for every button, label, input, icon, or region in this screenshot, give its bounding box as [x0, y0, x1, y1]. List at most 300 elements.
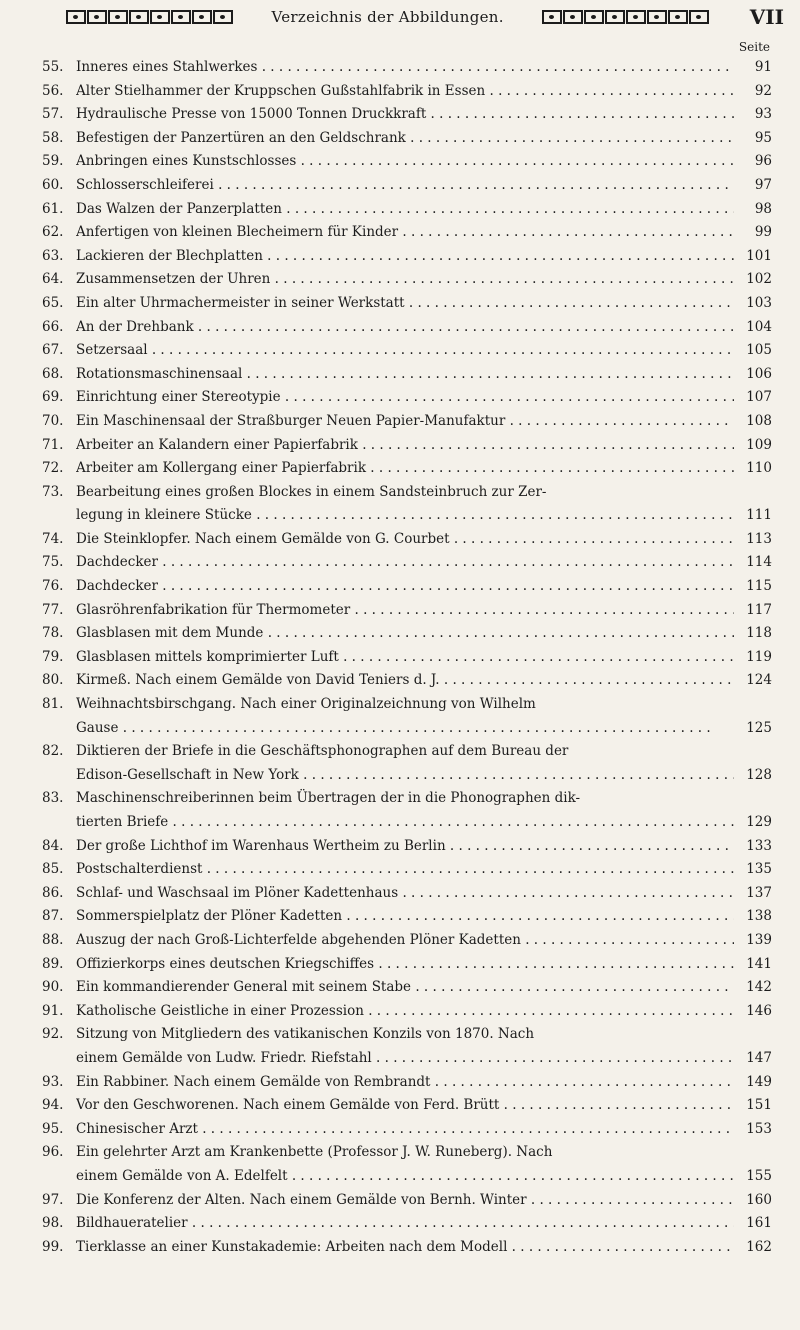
- toc-entry: [42, 740, 772, 787]
- entry-page: 162: [746, 1238, 772, 1255]
- entry-page: 138: [746, 908, 772, 925]
- dot-leader: [398, 224, 734, 240]
- entry-page: 161: [746, 1215, 772, 1232]
- entry-page: 155: [746, 1167, 772, 1184]
- dot-leader: [282, 201, 734, 217]
- entry-title: [76, 1071, 734, 1095]
- entry-title-text: Ein Maschinensaal der Straßburger Neuen Papier-Manufaktur: [76, 412, 506, 429]
- entry-title: [76, 787, 734, 834]
- entry-title-text: Lackieren der Blechplatten: [76, 247, 263, 264]
- entry-title-line: [76, 1047, 734, 1071]
- entry-title-text: Anbringen eines Kunstschlosses: [76, 153, 297, 170]
- entry-number: 76.: [42, 578, 64, 595]
- entry-title-text: Vor den Geschworenen. Nach einem Gemälde von Ferd. Brütt: [76, 1097, 500, 1114]
- entry-title-line: Weihnachtsbirschgang. Nach einer Originalzeichnung von Wilhelm: [76, 696, 536, 713]
- entry-page: 113: [746, 530, 772, 547]
- toc-entry: [42, 669, 772, 693]
- entry-title: [76, 1000, 734, 1024]
- entry-title: [76, 127, 734, 151]
- dot-leader: [281, 389, 734, 405]
- toc-entry: [42, 103, 772, 127]
- entry-title-line: [76, 504, 734, 528]
- entry-number: 99.: [42, 1238, 64, 1255]
- entry-title-text: Edison-Gesellschaft in New York: [76, 766, 299, 783]
- entry-title: [76, 245, 734, 269]
- entry-title-line: Diktieren der Briefe in die Geschäftsphonographen auf dem Bureau der: [76, 743, 569, 760]
- entry-page: 109: [746, 436, 772, 453]
- toc-entry: [42, 481, 772, 528]
- entry-number: 84.: [42, 837, 64, 854]
- entry-number: 67.: [42, 342, 64, 359]
- toc-entry: [42, 127, 772, 151]
- entry-number: 65.: [42, 294, 64, 311]
- entry-number: 95.: [42, 1120, 64, 1137]
- entry-page: 95: [754, 129, 772, 146]
- toc-entry: [42, 1094, 772, 1118]
- entry-number: 89.: [42, 955, 64, 972]
- entry-number: 91.: [42, 1002, 64, 1019]
- entry-title: [76, 528, 734, 552]
- entry-title-text: Ein alter Uhrmachermeister in seiner Werkstatt: [76, 294, 405, 311]
- toc-entry: [42, 1141, 772, 1188]
- dot-leader: [450, 531, 734, 547]
- ornament-box-icon: [584, 10, 604, 24]
- toc-entry: [42, 1118, 772, 1142]
- entry-number: 90.: [42, 979, 64, 996]
- toc-entry: [42, 929, 772, 953]
- entry-page: 153: [746, 1120, 772, 1137]
- toc-entry: [42, 1071, 772, 1095]
- entry-number: 87.: [42, 908, 64, 925]
- entry-page: 92: [754, 82, 772, 99]
- entry-title: [76, 150, 734, 174]
- running-title: Verzeichnis der Abbildungen.: [271, 8, 504, 26]
- entry-page: 135: [746, 861, 772, 878]
- toc-entry: [42, 646, 772, 670]
- entry-number: 57.: [42, 106, 64, 123]
- table-of-contents: [42, 56, 772, 1259]
- page-number: VII: [749, 5, 784, 29]
- dot-leader: [263, 625, 734, 641]
- entry-page: 133: [746, 837, 772, 854]
- entry-title: [76, 1141, 734, 1188]
- entry-title-text: Arbeiter an Kalandern einer Papierfabrik: [76, 436, 358, 453]
- entry-title-line: Ein gelehrter Arzt am Krankenbette (Professor J. W. Runeberg). Nach: [76, 1144, 553, 1161]
- dot-leader: [194, 319, 734, 335]
- ornament-box-icon: [150, 10, 170, 24]
- toc-entry: [42, 150, 772, 174]
- dot-leader: [366, 460, 734, 476]
- entry-number: 68.: [42, 365, 64, 382]
- entry-page: 119: [746, 648, 772, 665]
- entry-title: [76, 174, 734, 198]
- entry-page: 160: [746, 1191, 772, 1208]
- entry-title: [76, 56, 734, 80]
- entry-title: [76, 599, 734, 623]
- entry-title: [76, 622, 734, 646]
- toc-entry: [42, 174, 772, 198]
- entry-page: 104: [746, 318, 772, 335]
- entry-title: [76, 929, 734, 953]
- toc-entry: [42, 198, 772, 222]
- dot-leader: [242, 366, 734, 382]
- dot-leader: [168, 814, 734, 830]
- toc-entry: [42, 386, 772, 410]
- toc-entry: [42, 80, 772, 104]
- entry-page: 96: [754, 153, 772, 170]
- dot-leader: [411, 979, 734, 995]
- entry-title-text: Dachdecker: [76, 554, 158, 571]
- entry-page: 151: [746, 1097, 772, 1114]
- entry-title-text: Schlaf- und Waschsaal im Plöner Kadettenhaus: [76, 884, 399, 901]
- entry-number: 69.: [42, 389, 64, 406]
- entry-title: [76, 976, 734, 1000]
- entry-title-text: Katholische Geistliche in einer Prozession: [76, 1002, 364, 1019]
- entry-title-text: Befestigen der Panzertüren an den Geldschrank: [76, 129, 406, 146]
- entry-number: 72.: [42, 460, 64, 477]
- entry-number: 78.: [42, 625, 64, 642]
- entry-number: 62.: [42, 224, 64, 241]
- entry-page: 124: [746, 672, 772, 689]
- toc-entry: [42, 410, 772, 434]
- dot-leader: [202, 861, 734, 877]
- toc-entry: [42, 434, 772, 458]
- entry-title: [76, 953, 734, 977]
- entry-title: [76, 669, 734, 693]
- entry-page: 91: [754, 59, 772, 75]
- entry-number: 88.: [42, 931, 64, 948]
- entry-title: [76, 1023, 734, 1070]
- entry-title-text: einem Gemälde von A. Edelfelt: [76, 1167, 288, 1184]
- entry-title-line: [76, 717, 734, 741]
- entry-number: 70.: [42, 412, 64, 429]
- entry-title: [76, 646, 734, 670]
- ornament-box-icon: [171, 10, 191, 24]
- entry-title-text: Postschalterdienst: [76, 861, 203, 878]
- entry-title: [76, 1212, 734, 1236]
- dot-leader: [374, 956, 734, 972]
- dot-leader: [440, 672, 734, 688]
- dot-leader: [507, 1239, 734, 1255]
- toc-entry: [42, 528, 772, 552]
- entry-title-text: Auszug der nach Groß-Lichterfelde abgehenden Plöner Kadetten: [76, 931, 521, 948]
- entry-title-text: Dachdecker: [76, 578, 158, 595]
- dot-leader: [426, 106, 734, 122]
- entry-page: 99: [754, 224, 772, 241]
- entry-title-text: Inneres eines Stahlwerkes: [76, 59, 258, 75]
- toc-entry: [42, 575, 772, 599]
- dot-leader: [148, 342, 734, 358]
- toc-entry: [42, 551, 772, 575]
- dot-leader: [372, 1050, 734, 1066]
- dot-leader: [198, 1121, 734, 1137]
- entry-title-text: Die Konferenz der Alten. Nach einem Gemälde von Bernh. Winter: [76, 1191, 527, 1208]
- entry-title-text: Rotationsmaschinensaal: [76, 365, 243, 382]
- dot-leader: [299, 767, 734, 783]
- ornament-box-icon: [542, 10, 562, 24]
- entry-number: 63.: [42, 247, 64, 264]
- toc-entry: [42, 835, 772, 859]
- entry-title: [76, 316, 734, 340]
- entry-number: 98.: [42, 1215, 64, 1232]
- entry-title: [76, 410, 734, 434]
- entry-title: [76, 693, 734, 740]
- ornament-box-icon: [192, 10, 212, 24]
- toc-entry: [42, 1023, 772, 1070]
- ornament-box-icon: [605, 10, 625, 24]
- dot-leader: [505, 413, 734, 429]
- toc-entry: [42, 363, 772, 387]
- toc-entry: [42, 268, 772, 292]
- entry-number: 59.: [42, 153, 64, 170]
- entry-page: 142: [746, 979, 772, 996]
- ornament-box-icon: [66, 10, 86, 24]
- entry-number: 80.: [42, 672, 64, 689]
- entry-page: 108: [746, 412, 772, 429]
- toc-entry: [42, 245, 772, 269]
- entry-title: [76, 905, 734, 929]
- toc-entry: [42, 339, 772, 363]
- entry-title-text: Die Steinklopfer. Nach einem Gemälde von G. Courbet: [76, 530, 450, 547]
- entry-title-text: Der große Lichthof im Warenhaus Wertheim zu Berlin: [76, 837, 446, 854]
- toc-entry: [42, 221, 772, 245]
- entry-title-line: [76, 1165, 734, 1189]
- entry-title: [76, 339, 734, 363]
- entry-title-text: Ein kommandierender General mit seinem Stabe: [76, 979, 412, 996]
- entry-page: 128: [746, 766, 772, 783]
- entry-title-line: [76, 764, 734, 788]
- entry-title: [76, 882, 734, 906]
- entry-title: [76, 363, 734, 387]
- dot-leader: [430, 1074, 734, 1090]
- entry-page: 147: [746, 1049, 772, 1066]
- dot-leader: [252, 507, 734, 523]
- entry-title-text: Alter Stielhammer der Kruppschen Gußstahlfabrik in Essen: [76, 82, 486, 99]
- entry-title: [76, 1094, 734, 1118]
- entry-number: 94.: [42, 1097, 64, 1114]
- entry-title: [76, 858, 734, 882]
- toc-entry: [42, 56, 772, 80]
- entry-title-line: Sitzung von Mitgliedern des vatikanischen Konzils von 1870. Nach: [76, 1026, 535, 1043]
- ornament-box-icon: [647, 10, 667, 24]
- entry-page: 93: [754, 106, 772, 123]
- dot-leader: [521, 932, 734, 948]
- entry-number: 86.: [42, 884, 64, 901]
- entry-page: 118: [746, 625, 772, 642]
- entry-number: 83.: [42, 790, 64, 807]
- dot-leader: [446, 838, 734, 854]
- ornament-box-icon: [668, 10, 688, 24]
- dot-leader: [270, 271, 734, 287]
- dot-leader: [263, 248, 734, 264]
- entry-number: 71.: [42, 436, 64, 453]
- toc-entry: [42, 882, 772, 906]
- entry-title-text: Glasblasen mit dem Munde: [76, 625, 264, 642]
- entry-title-text: tierten Briefe: [76, 814, 169, 830]
- toc-entry: [42, 905, 772, 929]
- entry-title: [76, 1189, 734, 1213]
- toc-entry: [42, 1189, 772, 1213]
- dot-leader: [288, 1168, 734, 1184]
- toc-entry: [42, 953, 772, 977]
- entry-number: 64.: [42, 271, 64, 288]
- entry-title-text: legung in kleinere Stücke: [76, 507, 252, 524]
- entry-title: [76, 1118, 734, 1142]
- entry-page: 137: [746, 884, 772, 901]
- entry-number: 66.: [42, 318, 64, 335]
- entry-page: 125: [746, 719, 772, 736]
- entry-title: [76, 575, 734, 599]
- entry-title: [76, 434, 734, 458]
- ornament-box-icon: [87, 10, 107, 24]
- entry-title-text: einem Gemälde von Ludw. Friedr. Riefstahl: [76, 1049, 372, 1066]
- right-ornament: [542, 10, 709, 24]
- ornament-box-icon: [108, 10, 128, 24]
- entry-number: 75.: [42, 554, 64, 571]
- entry-title-text: Einrichtung einer Stereotypie: [76, 389, 281, 406]
- entry-title-text: Zusammensetzen der Uhren: [76, 271, 271, 288]
- dot-leader: [398, 885, 734, 901]
- entry-title: [76, 457, 734, 481]
- toc-entry: [42, 292, 772, 316]
- entry-page: 111: [746, 507, 772, 524]
- entry-title-text: An der Drehbank: [76, 318, 194, 335]
- entry-number: 77.: [42, 601, 64, 618]
- toc-entry: [42, 858, 772, 882]
- entry-title-text: Setzersaal: [76, 342, 148, 359]
- toc-entry: [42, 787, 772, 834]
- entry-number: 73.: [42, 483, 64, 500]
- entry-number: 79.: [42, 648, 64, 665]
- entry-page: 98: [754, 200, 772, 217]
- entry-page: 101: [746, 247, 772, 264]
- entry-number: 81.: [42, 696, 64, 713]
- entry-number: 60.: [42, 176, 64, 193]
- entry-page: 149: [746, 1073, 772, 1090]
- column-label-seite: Seite: [738, 40, 770, 54]
- entry-title-text: Tierklasse an einer Kunstakademie: Arbeiten nach dem Modell: [76, 1238, 508, 1255]
- dot-leader: [158, 578, 734, 594]
- entry-title-text: Arbeiter am Kollergang einer Papierfabrik: [76, 460, 366, 477]
- entry-page: 114: [746, 554, 772, 571]
- entry-title-text: Anfertigen von kleinen Blecheimern für Kinder: [76, 224, 399, 241]
- entry-page: 146: [746, 1002, 772, 1019]
- entry-page: 105: [746, 342, 772, 359]
- entry-page: 139: [746, 931, 772, 948]
- entry-page: 115: [746, 578, 772, 595]
- entry-title-text: Offizierkorps eines deutschen Kriegschiffes: [76, 955, 375, 972]
- entry-title: [76, 835, 734, 859]
- dot-leader: [527, 1192, 734, 1208]
- entry-page: 103: [746, 294, 772, 311]
- entry-title: [76, 292, 734, 316]
- entry-page: 110: [746, 460, 772, 477]
- dot-leader: [364, 1003, 734, 1019]
- dot-leader: [499, 1097, 734, 1113]
- ornament-box-icon: [689, 10, 709, 24]
- entry-title: [76, 386, 734, 410]
- entry-title: [76, 268, 734, 292]
- entry-number: 61.: [42, 200, 64, 217]
- entry-title: [76, 551, 734, 575]
- left-ornament: [66, 10, 233, 24]
- entry-title-text: Bildhaueratelier: [76, 1215, 188, 1232]
- entry-title: [76, 740, 734, 787]
- dot-leader: [485, 83, 734, 99]
- dot-leader: [188, 1215, 734, 1231]
- entry-number: 56.: [42, 82, 64, 99]
- entry-number: 85.: [42, 861, 64, 878]
- entry-title-line: Bearbeitung eines großen Blockes in einem Sandsteinbruch zur Zer-: [76, 483, 547, 500]
- entry-title-line: Maschinenschreiberinnen beim Übertragen der in die Phonographen dik-: [76, 790, 581, 807]
- entry-page: 141: [746, 955, 772, 972]
- ornament-box-icon: [626, 10, 646, 24]
- entry-title-text: Ein Rabbiner. Nach einem Gemälde von Rembrandt: [76, 1073, 431, 1090]
- entry-title: [76, 103, 734, 127]
- page-header: [66, 4, 784, 30]
- dot-leader: [406, 130, 734, 146]
- entry-number: 55.: [42, 59, 64, 75]
- ornament-box-icon: [213, 10, 233, 24]
- dot-leader: [158, 554, 734, 570]
- dot-leader: [296, 153, 734, 169]
- dot-leader: [118, 720, 710, 736]
- entry-title-text: Chinesischer Arzt: [76, 1120, 198, 1137]
- entry-number: 96.: [42, 1144, 64, 1161]
- entry-page: 97: [754, 176, 772, 193]
- dot-leader: [257, 59, 734, 75]
- dot-leader: [405, 295, 734, 311]
- dot-leader: [342, 908, 734, 924]
- toc-entry: [42, 1212, 772, 1236]
- dot-leader: [358, 437, 734, 453]
- toc-entry: [42, 1236, 772, 1260]
- ornament-box-icon: [563, 10, 583, 24]
- entry-title: [76, 80, 734, 104]
- toc-entry: [42, 316, 772, 340]
- entry-number: 58.: [42, 129, 64, 146]
- entry-title-text: Glasblasen mittels komprimierter Luft: [76, 648, 339, 665]
- entry-page: 106: [746, 365, 772, 382]
- entry-number: 82.: [42, 743, 64, 760]
- entry-page: 102: [746, 271, 772, 288]
- entry-title-text: Gause: [76, 719, 119, 736]
- entry-title-text: Das Walzen der Panzerplatten: [76, 200, 282, 217]
- toc-entry: [42, 599, 772, 623]
- entry-title-line: [76, 811, 734, 835]
- entry-title-text: Glasröhrenfabrikation für Thermometer: [76, 601, 351, 618]
- entry-title: [76, 221, 734, 245]
- entry-title-text: Hydraulische Presse von 15000 Tonnen Druckkraft: [76, 106, 427, 123]
- entry-number: 92.: [42, 1026, 64, 1043]
- entry-title: [76, 481, 734, 528]
- entry-page: 107: [746, 389, 772, 406]
- dot-leader: [350, 602, 734, 618]
- toc-entry: [42, 976, 772, 1000]
- ornament-box-icon: [129, 10, 149, 24]
- entry-title: [76, 198, 734, 222]
- entry-title-text: Kirmeß. Nach einem Gemälde von David Teniers d. J.: [76, 672, 440, 689]
- entry-number: 74.: [42, 530, 64, 547]
- entry-number: 97.: [42, 1191, 64, 1208]
- entry-title-text: Sommerspielplatz der Plöner Kadetten: [76, 908, 343, 925]
- entry-title: [76, 1236, 734, 1260]
- entry-page: 117: [746, 601, 772, 618]
- entry-number: 93.: [42, 1073, 64, 1090]
- toc-entry: [42, 622, 772, 646]
- toc-entry: [42, 693, 772, 740]
- toc-entry: [42, 457, 772, 481]
